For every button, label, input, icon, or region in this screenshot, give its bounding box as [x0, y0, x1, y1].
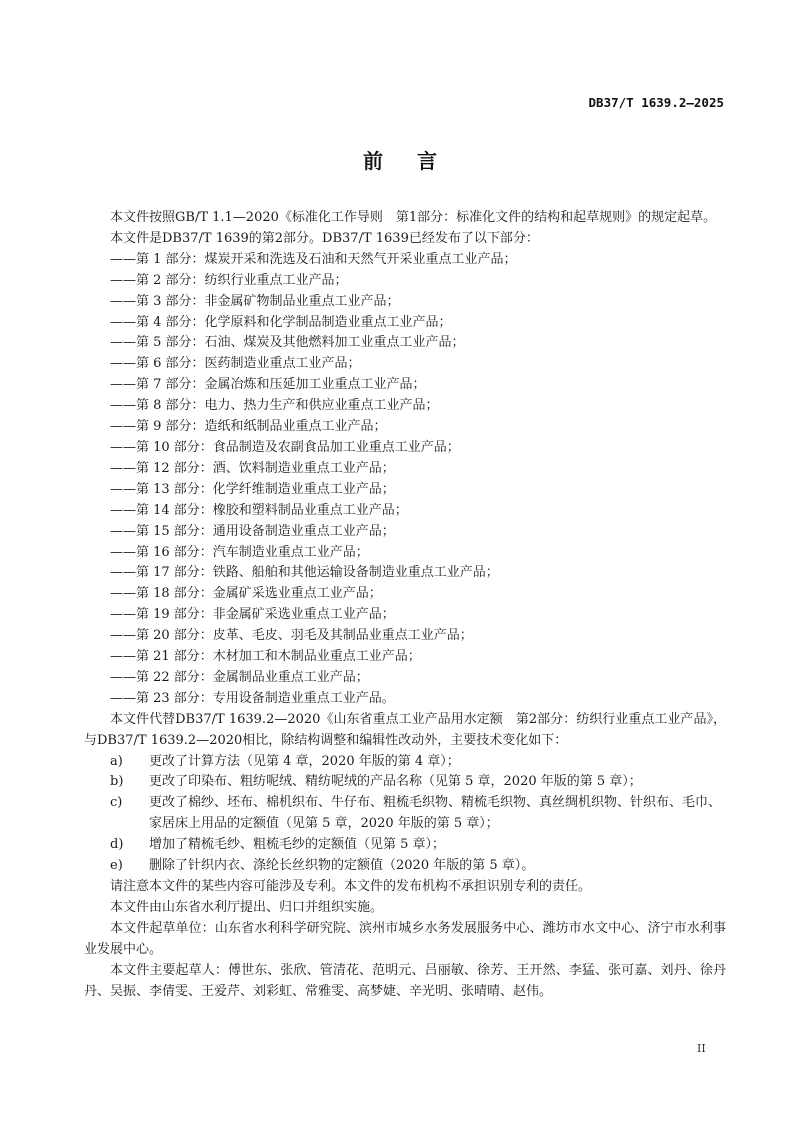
part-item: ——第 2 部分：纺织行业重点工业产品； [110, 272, 348, 288]
series-paragraph: 本文件是DB37/T 1639的第2部分。DB37/T 1639已经发布了以下部分： [110, 230, 539, 246]
title-char-2: 言 [417, 149, 437, 173]
part-item: ——第 10 部分：食品制造及农副食品加工业重点工业产品； [110, 439, 460, 455]
part-item: ——第 6 部分：医药制造业重点工业产品； [110, 356, 361, 372]
part-item: ——第 16 部分：汽车制造业重点工业产品； [110, 544, 369, 560]
document-id: DB37/T 1639.2—2025 [588, 95, 724, 110]
part-item: ——第 13 部分：化学纤维制造业重点工业产品； [110, 481, 395, 497]
part-item: ——第 5 部分：石油、煤炭及其他燃料加工业重点工业产品； [110, 335, 465, 351]
patent-notice: 请注意本文件的某些内容可能涉及专利。本文件的发布机构不承担识别专利的责任。 [110, 879, 592, 894]
part-item: ——第 18 部分：金属矿采选业重点工业产品； [110, 586, 382, 602]
part-item: ——第 3 部分：非金属矿物制品业重点工业产品； [110, 293, 400, 309]
page-title [0, 145, 800, 174]
change-item [84, 752, 726, 773]
part-item: ——第 23 部分：专用设备制造业重点工业产品。 [110, 690, 395, 706]
replacement-paragraph: 本文件代替DB37/T 1639.2—2020《山东省重点工业产品用水定额 第2部分：纺织行业重点工业产品》，与DB37/T 1639.2—2020相比，除结构调整和编辑性改动外，主要技术变化如下： [84, 711, 726, 748]
change-item [84, 856, 726, 877]
part-item: ——第 7 部分：金属冶炼和压延加工业重点工业产品； [110, 377, 426, 393]
drafters-paragraph: 本文件主要起草人：傅世东、张欣、管清花、范明元、吕丽敏、徐芳、王开然、李猛、张可嘉、刘丹、徐丹丹、吴振、李倩雯、王爱芹、刘彩虹、常雅雯、高梦婕、辛光明、张晴晴、赵伟。 [84, 962, 726, 999]
part-item: ——第 14 部分：橡胶和塑料制品业重点工业产品； [110, 502, 408, 518]
part-item: ——第 9 部分：造纸和纸制品业重点工业产品； [110, 419, 387, 435]
change-text: 更改了印染布、粗纺呢绒、精纺呢绒的产品名称（见第 5 章，2020 年版的第 5 章）； [149, 774, 642, 790]
changes-list [84, 752, 726, 877]
part-item: ——第 15 部分：通用设备制造业重点工业产品； [110, 523, 395, 539]
change-label: d) [110, 837, 124, 853]
part-item: ——第 21 部分：木材加工和木制品业重点工业产品； [110, 649, 421, 665]
part-item: ——第 4 部分：化学原料和化学制品制造业重点工业产品； [110, 314, 452, 330]
change-text: 删除了针织内衣、涤纶长丝织物的定额值（2020 年版的第 5 章）。 [149, 858, 535, 874]
part-item: ——第 17 部分：铁路、船舶和其他运输设备制造业重点工业产品； [110, 565, 499, 581]
change-label: b) [110, 774, 124, 790]
part-item: ——第 20 部分：皮革、毛皮、羽毛及其制品业重点工业产品； [110, 628, 473, 644]
part-item: ——第 1 部分：煤炭开采和洗选及石油和天然气开采业重点工业产品； [110, 251, 517, 267]
part-item: ——第 8 部分：电力、热力生产和供应业重点工业产品； [110, 398, 439, 414]
change-text: 更改了棉纱、坯布、棉机织布、牛仔布、粗梳毛织物、精梳毛织物、真丝绸机织物、针织布、毛巾、家居床上用品的定额值（见第 5 章，2020 年版的第 5 章）； [149, 795, 722, 832]
title-char-1: 前 [363, 149, 383, 173]
change-text: 增加了精梳毛纱、粗梳毛纱的定额值（见第 5 章）； [149, 837, 446, 853]
drafting-units-paragraph: 本文件起草单位：山东省水利科学研究院、滨州市城乡水务发展服务中心、潍坊市水文中心、济宁市水利事业发展中心。 [84, 920, 726, 957]
page-number: II [697, 1042, 706, 1055]
change-label: e) [110, 858, 123, 874]
change-label: c) [110, 795, 123, 811]
change-label: a) [110, 753, 123, 769]
foreword-body [84, 208, 726, 1002]
drafting-basis-paragraph: 本文件按照GB/T 1.1—2020《标准化工作导则 第1部分：标准化文件的结构和起草规则》的规定起草。 [110, 210, 717, 225]
change-item [84, 835, 726, 856]
change-text: 更改了计算方法（见第 4 章，2020 年版的第 4 章）； [149, 753, 460, 769]
part-item: ——第 19 部分：非金属矿采选业重点工业产品； [110, 607, 395, 623]
proposer-paragraph: 本文件由山东省水利厅提出、归口并组织实施。 [110, 899, 384, 915]
part-item: ——第 12 部分：酒、饮料制造业重点工业产品； [110, 460, 395, 476]
part-item: ——第 22 部分：金属制品业重点工业产品； [110, 669, 369, 685]
change-item [84, 793, 726, 835]
change-item [84, 772, 726, 793]
parts-list [84, 250, 726, 710]
